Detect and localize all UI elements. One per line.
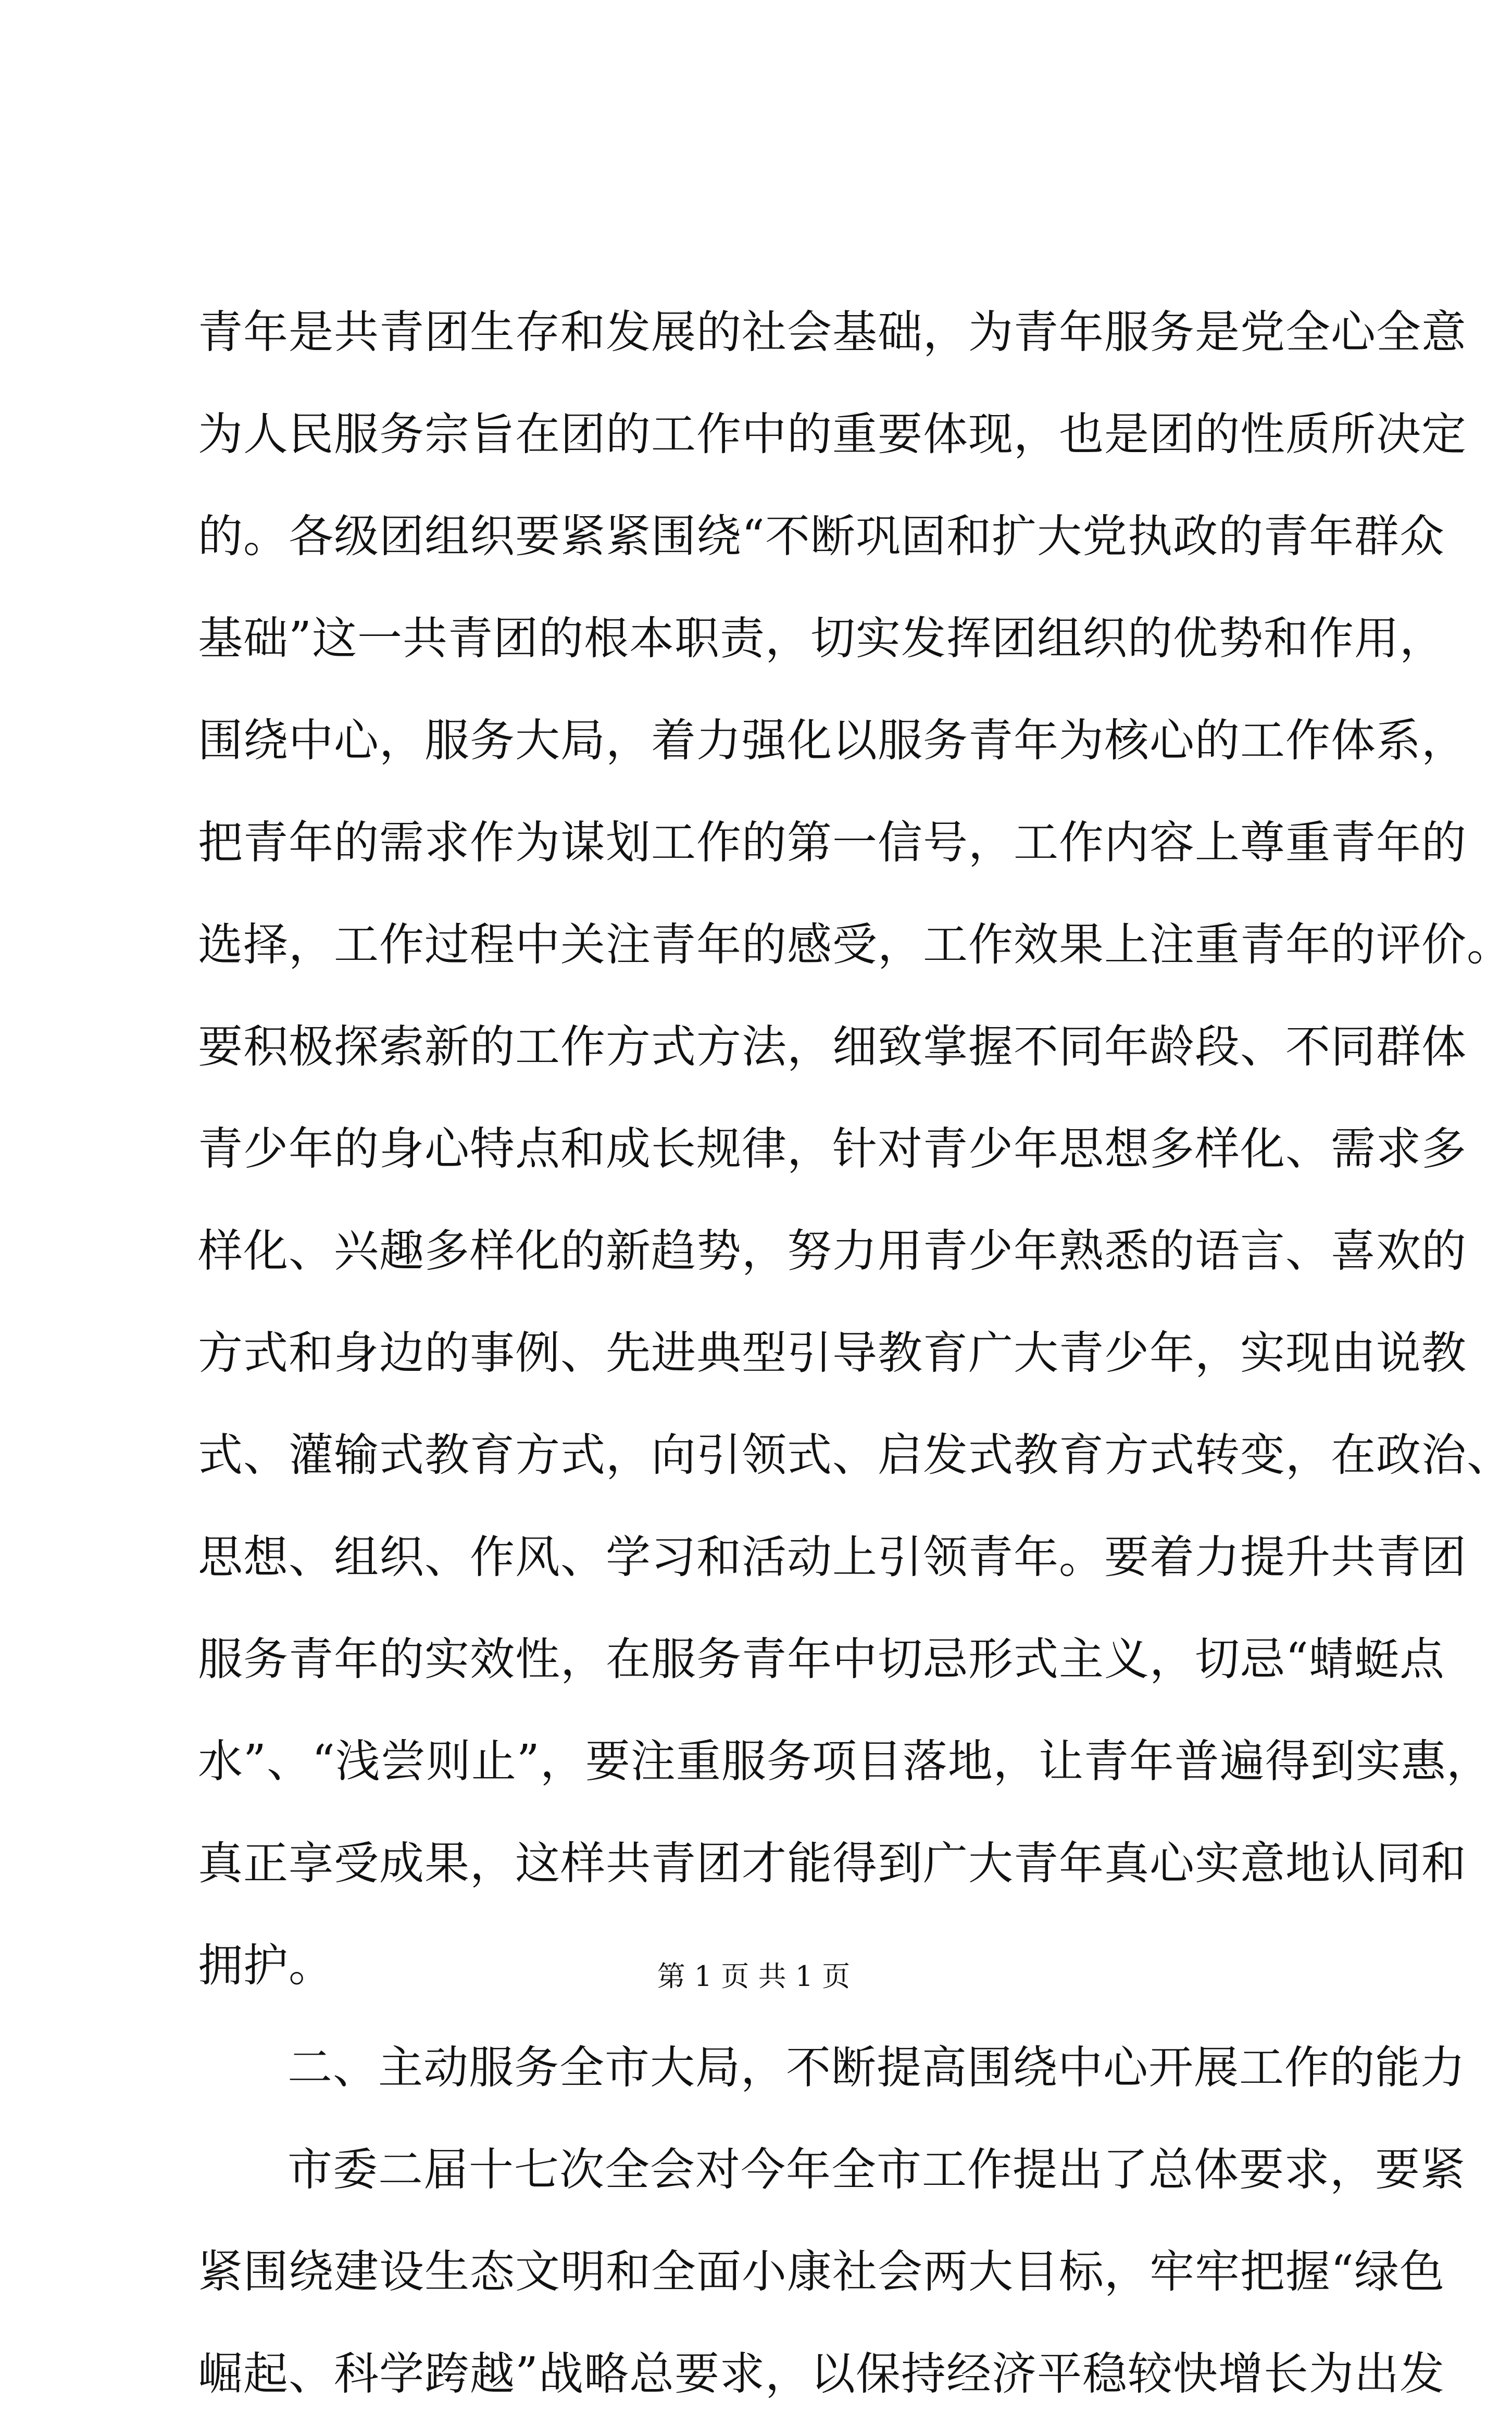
- text-line: 为人民服务宗旨在团的工作中的重要体现，也是团的性质所决定: [198, 408, 1467, 460]
- text-line: 样化、兴趣多样化的新趋势，努力用青少年熟悉的语言、喜欢的: [198, 1225, 1467, 1277]
- text-line: 式、灌输式教育方式，向引领式、启发式教育方式转变，在政治、: [198, 1429, 1512, 1481]
- text-line: 市委二届十七次全会对今年全市工作提出了总体要求，要紧: [288, 2144, 1466, 2196]
- text-line: 拥护。: [198, 1940, 334, 1992]
- text-line: 服务青年的实效性，在服务青年中切忌形式主义，切忌“蜻蜓点: [198, 1633, 1445, 1685]
- text-line: 基础”这一共青团的根本职责，切实发挥团组织的优势和作用，: [198, 612, 1445, 665]
- text-line: 思想、组织、作风、学习和活动上引领青年。要着力提升共青团: [198, 1531, 1467, 1583]
- text-line: 要积极探索新的工作方式方法，细致掌握不同年龄段、不同群体: [198, 1021, 1467, 1073]
- text-line: 青少年的身心特点和成长规律，针对青少年思想多样化、需求多: [198, 1123, 1467, 1175]
- text-line: 紧围绕建设生态文明和全面小康社会两大目标，牢牢把握“绿色: [198, 2246, 1445, 2298]
- text-line: 选择，工作过程中关注青年的感受，工作效果上注重青年的评价。: [198, 919, 1512, 971]
- text-line: 把青年的需求作为谋划工作的第一信号，工作内容上尊重青年的: [198, 817, 1467, 869]
- body-text: [198, 281, 1512, 2425]
- text-line: 崛起、科学跨越”战略总要求，以保持经济平稳较快增长为出发: [198, 2348, 1445, 2400]
- text-line: 的。各级团组织要紧紧围绕“不断巩固和扩大党执政的青年群众: [198, 510, 1445, 562]
- text-line: 水”、“浅尝则止”，要注重服务项目落地，让青年普遍得到实惠，: [198, 1735, 1492, 1788]
- text-line: 围绕中心，服务大局，着力强化以服务青年为核心的工作体系，: [198, 715, 1467, 767]
- section-heading: 二、主动服务全市大局，不断提高围绕中心开展工作的能力: [288, 2042, 1466, 2094]
- page-footer: 第 1 页 共 1 页: [657, 1960, 851, 1993]
- text-line: 青年是共青团生存和发展的社会基础，为青年服务是党全心全意: [198, 306, 1467, 358]
- text-line: 真正享受成果，这样共青团才能得到广大青年真心实意地认同和: [198, 1838, 1467, 1890]
- text-line: 方式和身边的事例、先进典型引导教育广大青少年，实现由说教: [198, 1327, 1467, 1379]
